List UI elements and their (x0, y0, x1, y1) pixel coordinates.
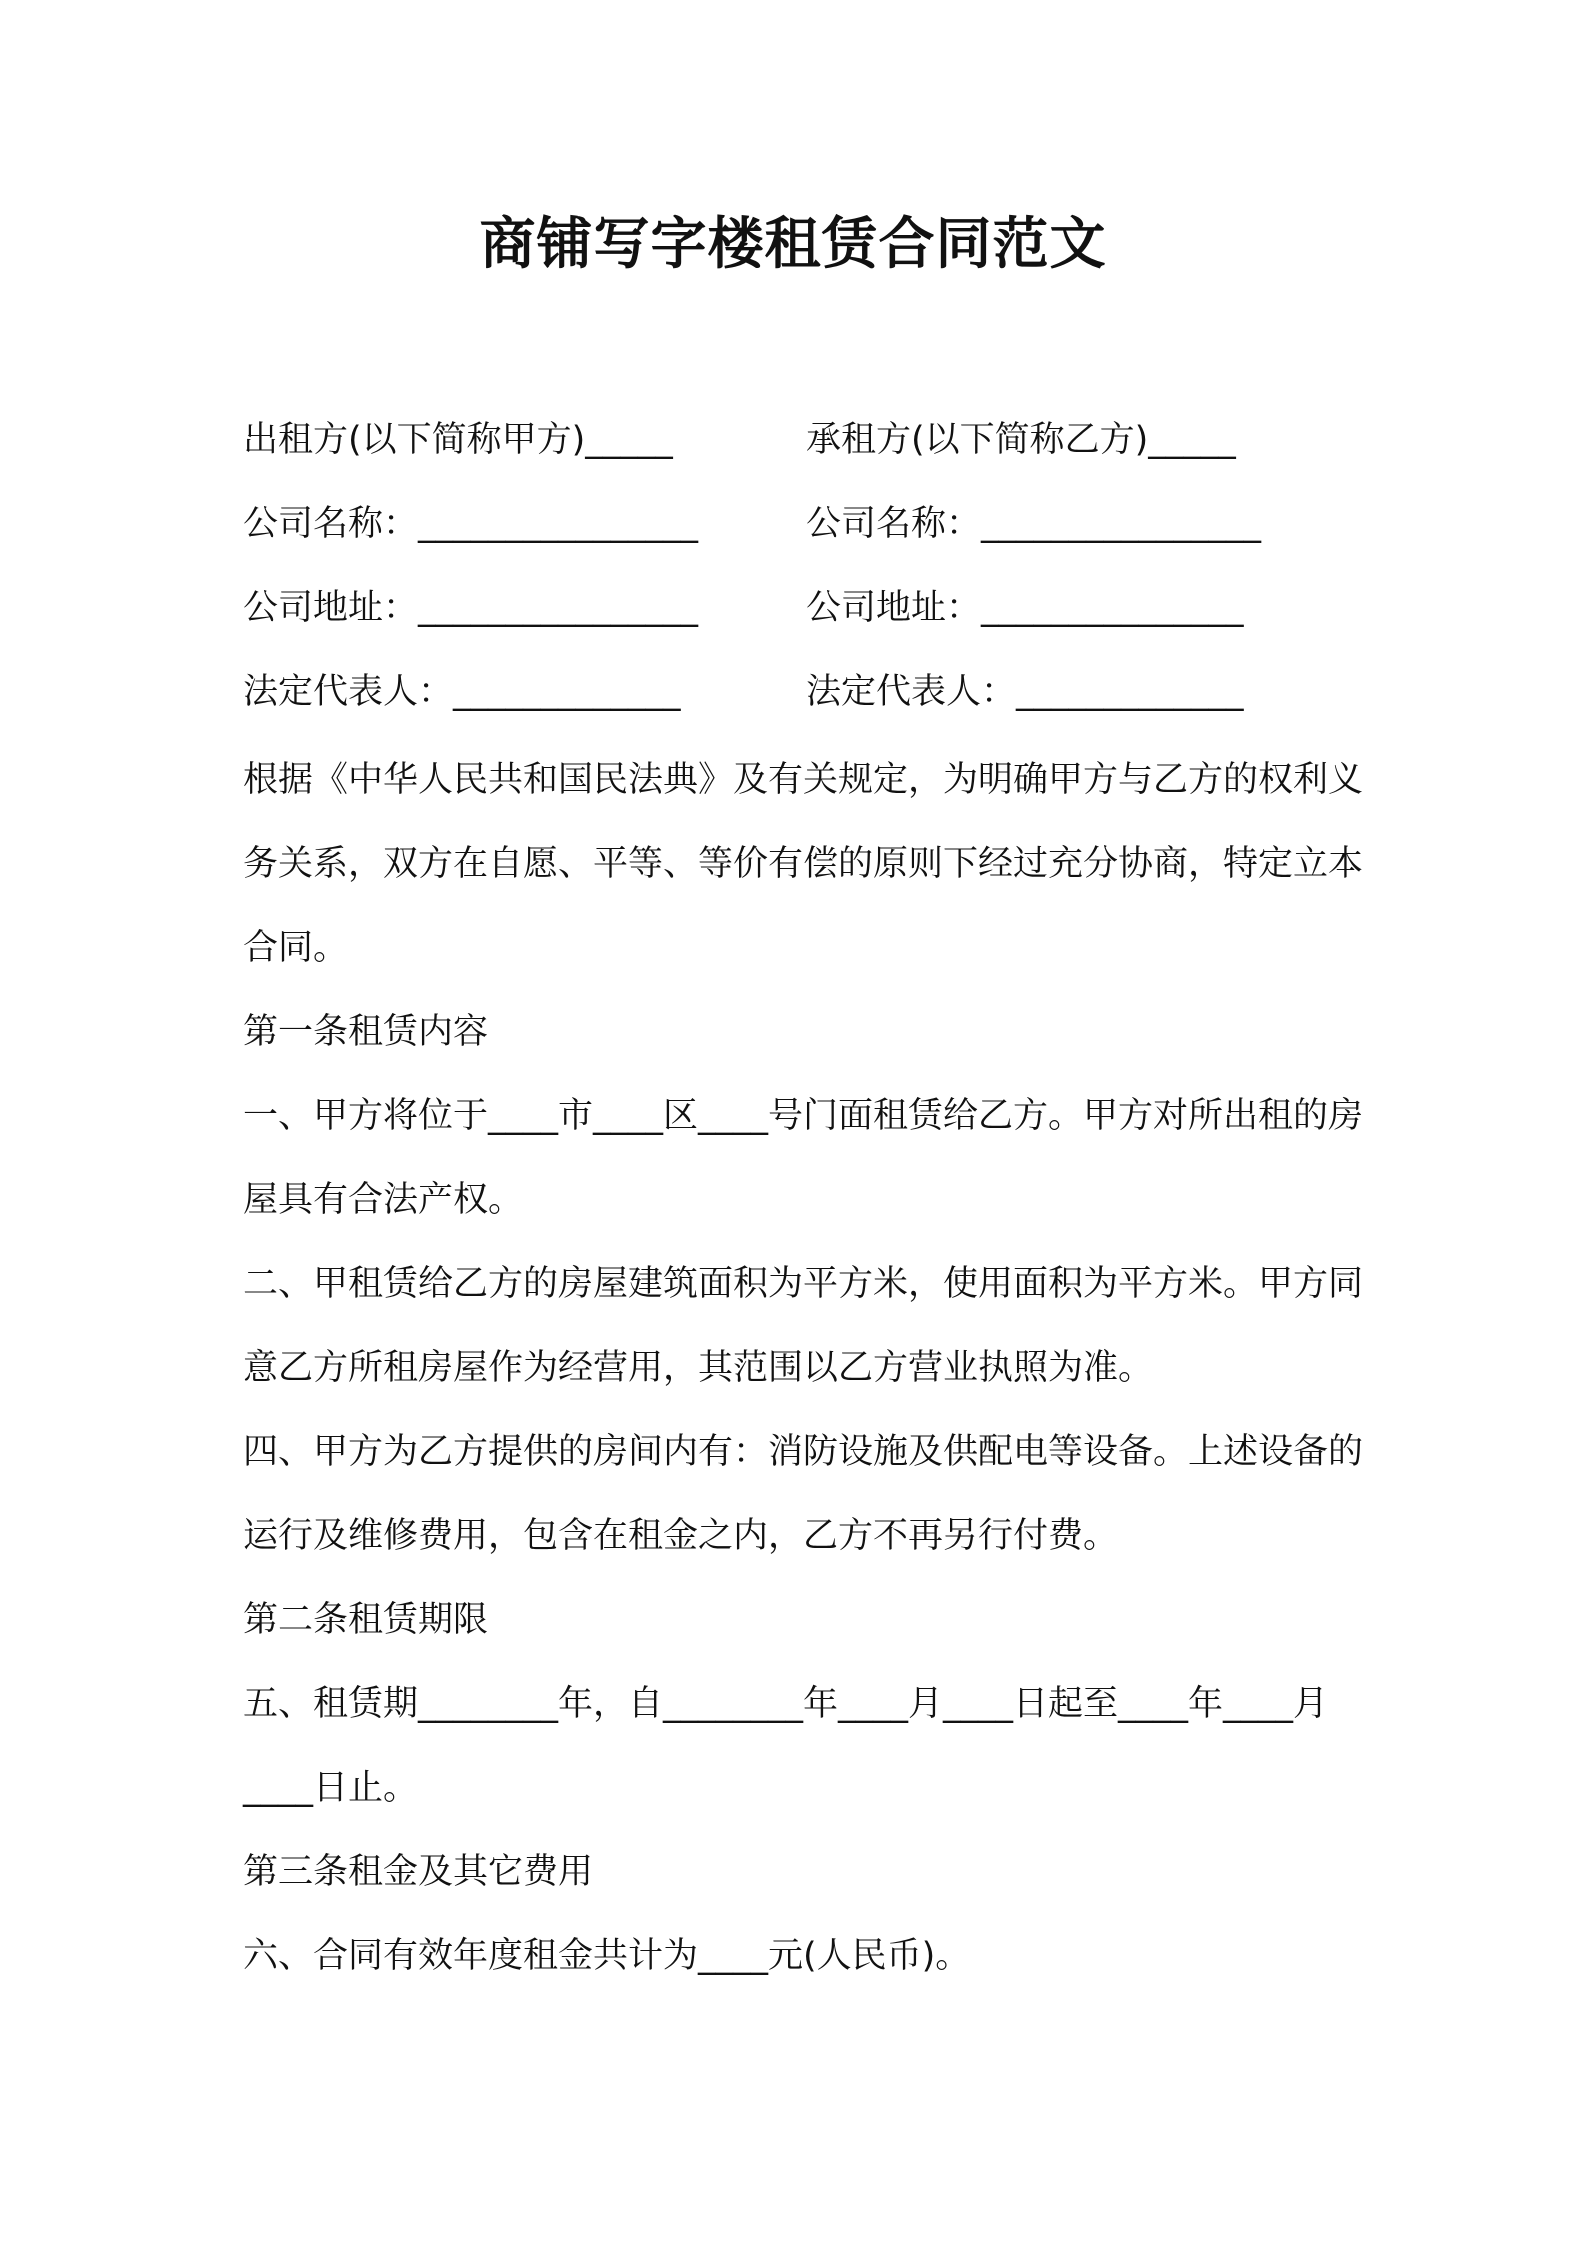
article-1-heading: 第一条租赁内容 (243, 1012, 489, 1052)
lessor-label: 出租方(以下简称甲方)_____ (243, 420, 673, 460)
lessor-company-address: 公司地址：________________ (243, 588, 699, 628)
clause-5-paragraph: 五、租赁期________年，自________年____月____日起至____年____月____日止。 (243, 1684, 1329, 1808)
clause-4-paragraph: 四、甲方为乙方提供的房间内有：消防设施及供配电等设备。上述设备的运行及维修费用，包含在租金之内，乙方不再另行付费。 (243, 1432, 1364, 1556)
clause-1-paragraph: 一、甲方将位于____市____区____号门面租赁给乙方。甲方对所出租的房屋具有合法产权。 (243, 1096, 1364, 1220)
contract-body (243, 738, 1363, 1998)
party-row-company-name (243, 489, 1363, 573)
document-title: 商铺写字楼租赁合同范文 (479, 212, 1107, 277)
lessor-company-name: 公司名称：________________ (243, 504, 699, 544)
lessee-company-name: 公司名称：________________ (806, 504, 1262, 544)
article-3-heading: 第三条租金及其它费用 (243, 1852, 594, 1892)
article-2-heading: 第二条租赁期限 (243, 1600, 489, 1640)
lessee-label: 承租方(以下简称乙方)_____ (806, 420, 1236, 460)
party-row-company-address (243, 573, 1363, 657)
clause-2-paragraph: 二、甲租赁给乙方的房屋建筑面积为平方米，使用面积为平方米。甲方同意乙方所租房屋作为经营用，其范围以乙方营业执照为准。 (243, 1264, 1364, 1388)
lessee-company-address: 公司地址：_______________ (806, 588, 1244, 628)
clause-6-paragraph: 六、合同有效年度租金共计为____元(人民币)。 (243, 1936, 971, 1976)
party-row-header (243, 405, 1363, 489)
lessor-legal-representative: 法定代表人：_____________ (243, 672, 681, 712)
lessee-legal-representative: 法定代表人：_____________ (806, 672, 1244, 712)
party-info-grid (243, 405, 1363, 741)
preamble-paragraph: 根据《中华人民共和国民法典》及有关规定，为明确甲方与乙方的权利义务关系，双方在自愿、平等、等价有偿的原则下经过充分协商，特定立本合同。 (243, 760, 1364, 968)
party-row-legal-representative (243, 657, 1363, 741)
